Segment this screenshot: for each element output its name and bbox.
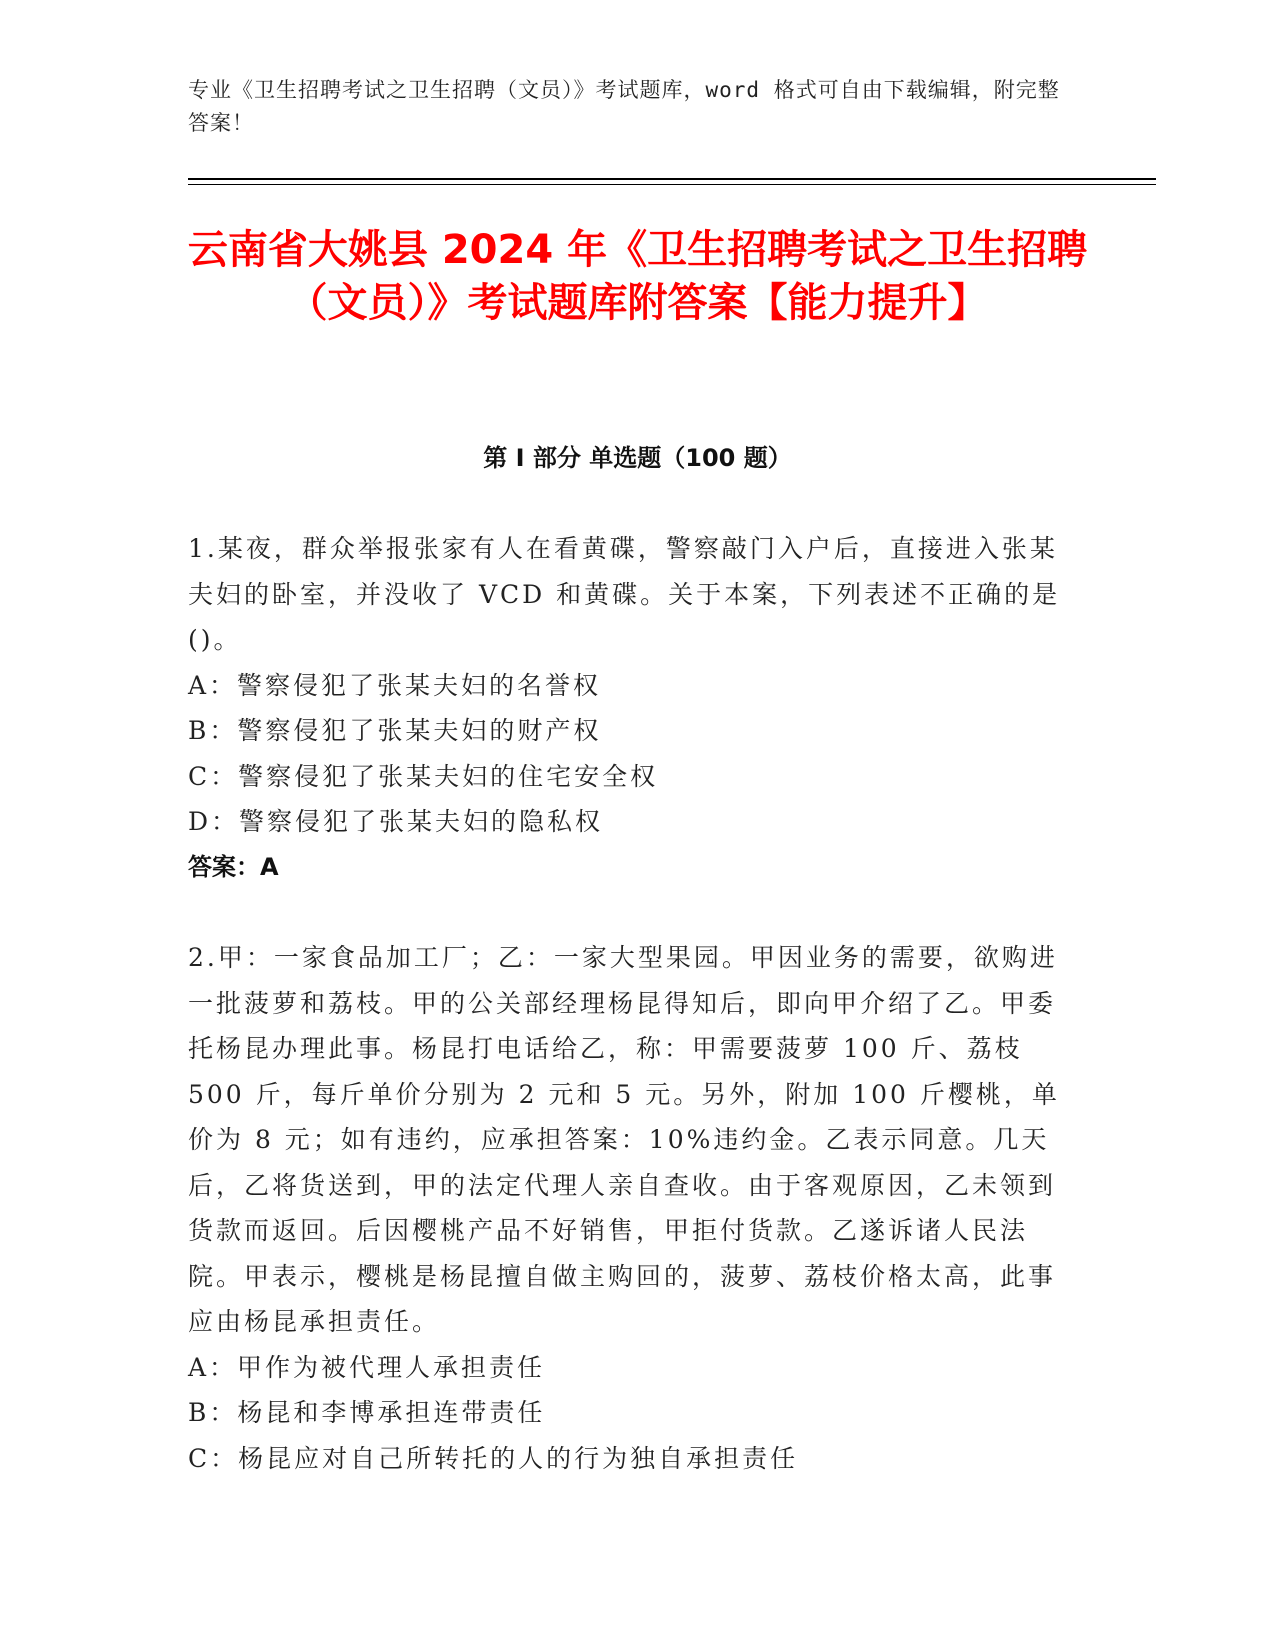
option-c: C：杨昆应对自己所转托的人的行为独自承担责任 [188, 1443, 799, 1473]
question-2 [188, 935, 1068, 1481]
question-1 [188, 526, 1068, 890]
header-rule-thick [188, 178, 1156, 180]
option-b: B：警察侵犯了张某夫妇的财产权 [188, 716, 602, 745]
option-c: C：警察侵犯了张某夫妇的住宅安全权 [188, 761, 659, 791]
question-stem: 1.某夜，群众举报张家有人在看黄碟，警察敲门入户后，直接进入张某夫妇的卧室，并没收了 VCD 和黄碟。关于本案，下列表述不正确的是()。 [188, 534, 1061, 654]
option-a: A：甲作为被代理人承担责任 [188, 1352, 546, 1382]
document-title: 云南省大姚县 2024 年《卫生招聘考试之卫生招聘（文员）》考试题库附答案【能力提升】 [187, 227, 1088, 326]
question-list [188, 526, 1068, 1526]
option-d: D：警察侵犯了张某夫妇的隐私权 [188, 807, 604, 836]
header-rule-thin [188, 184, 1156, 185]
header-note: 专业《卫生招聘考试之卫生招聘（文员）》考试题库，word 格式可自由下载编辑，附完整答案！ [188, 78, 1060, 135]
answer: 答案：A [188, 852, 279, 881]
question-stem: 2.甲：一家食品加工厂；乙：一家大型果园。甲因业务的需要，欲购进一批菠萝和荔枝。甲的公关部经理杨昆得知后，即向甲介绍了乙。甲委托杨昆办理此事。杨昆打电话给乙，称：甲需要菠萝 100 斤、荔枝 500 斤，每斤单价分别为 2 元和 5 元。另外，附加 100 斤樱桃，单价为 8 元；如有违约，应承担答案：10%违约金。乙表示同意。几天后，乙将货送到，甲的法定代理人亲自查收。由于客观原因，乙未领到货款而返回。后因樱桃产品不好销售，甲拒付货款。乙遂诉诸人民法院。甲表示，樱桃是杨昆擅自做主购回的，菠萝、荔枝价格太高，此事应由杨昆承担责任。 [188, 943, 1060, 1336]
option-a: A：警察侵犯了张某夫妇的名誉权 [188, 670, 602, 700]
section-heading: 第 I 部分 单选题（100 题） [483, 444, 792, 472]
option-b: B：杨昆和李博承担连带责任 [188, 1398, 546, 1427]
